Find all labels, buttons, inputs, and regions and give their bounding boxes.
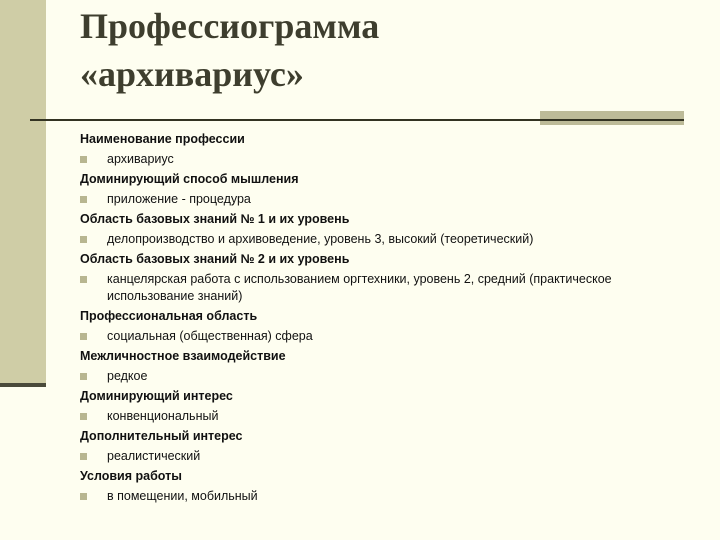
bullet-item xyxy=(80,149,700,169)
section-heading: Условия работы xyxy=(80,469,182,483)
bullet-item xyxy=(80,406,700,426)
bullet-text: канцелярская работа с использованием оргтехники, уровень 2, средний (практическое использование знаний) xyxy=(107,272,612,303)
slide-title-line-2: «архивариус» xyxy=(80,54,304,94)
bullet-text: в помещении, мобильный xyxy=(107,489,258,503)
section-heading: Доминирующий интерес xyxy=(80,389,233,403)
bullet-item xyxy=(80,486,700,506)
title-divider xyxy=(30,119,684,121)
section-heading: Доминирующий способ мышления xyxy=(80,172,299,186)
bullet-item xyxy=(80,229,700,249)
bullet-item xyxy=(80,269,700,306)
section-heading: Наименование профессии xyxy=(80,132,245,146)
bullet-text: конвенциональный xyxy=(107,409,219,423)
left-accent-bar-edge xyxy=(0,383,46,387)
left-accent-bar xyxy=(0,0,46,383)
slide-title-line-1: Профессиограмма xyxy=(80,6,380,46)
slide-content xyxy=(80,129,700,506)
section-heading: Дополнительный интерес xyxy=(80,429,243,443)
section-heading: Профессиональная область xyxy=(80,309,258,323)
bullet-text: реалистический xyxy=(107,449,201,463)
bullet-item xyxy=(80,446,700,466)
square-bullet-icon xyxy=(80,196,87,203)
section-heading: Область базовых знаний № 2 и их уровень xyxy=(80,252,350,266)
square-bullet-icon xyxy=(80,156,87,163)
slide-title xyxy=(80,2,680,98)
bullet-text: редкое xyxy=(107,369,148,383)
square-bullet-icon xyxy=(80,333,87,340)
square-bullet-icon xyxy=(80,236,87,243)
bullet-text: социальная (общественная) сфера xyxy=(107,329,313,343)
bullet-text: делопроизводство и архивоведение, уровень 3, высокий (теоретический) xyxy=(107,232,534,246)
bullet-item xyxy=(80,189,700,209)
square-bullet-icon xyxy=(80,276,87,283)
square-bullet-icon xyxy=(80,413,87,420)
square-bullet-icon xyxy=(80,453,87,460)
title-rule-accent xyxy=(540,111,684,125)
square-bullet-icon xyxy=(80,373,87,380)
bullet-item xyxy=(80,326,700,346)
bullet-item xyxy=(80,366,700,386)
square-bullet-icon xyxy=(80,493,87,500)
bullet-text: приложение - процедура xyxy=(107,192,251,206)
section-heading: Область базовых знаний № 1 и их уровень xyxy=(80,212,350,226)
bullet-text: архивариус xyxy=(107,152,174,166)
section-heading: Межличностное взаимодействие xyxy=(80,349,286,363)
